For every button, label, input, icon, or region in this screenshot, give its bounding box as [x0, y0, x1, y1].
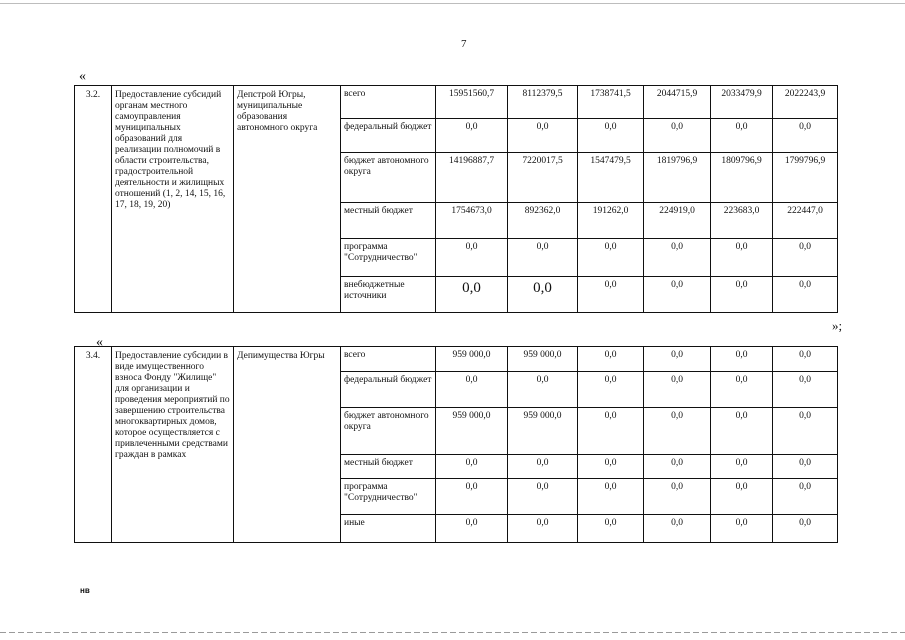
row-number: 3.2.	[75, 86, 112, 313]
value-cell: 0,0	[508, 479, 578, 515]
value-cell: 0,0	[773, 479, 838, 515]
footer-mark: нв	[80, 586, 90, 595]
value-cell: 959 000,0	[436, 347, 508, 372]
value-cell: 1738741,5	[578, 86, 644, 119]
value-cell: 0,0	[644, 455, 711, 479]
value-cell: 0,0	[436, 479, 508, 515]
value-cell: 0,0	[644, 515, 711, 543]
close-quote: »;	[832, 318, 843, 333]
value-cell: 0,0	[578, 119, 644, 153]
value-cell: 892362,0	[508, 203, 578, 239]
value-cell: 0,0	[578, 408, 644, 455]
value-cell: 0,0	[711, 455, 773, 479]
budget-table-3-4	[74, 346, 838, 543]
executor: Депстрой Югры, муниципальные образования автономного округа	[234, 86, 341, 313]
value-cell: 0,0	[436, 372, 508, 408]
value-cell: 0,0	[773, 277, 838, 313]
value-cell: 0,0	[578, 372, 644, 408]
value-cell: 223683,0	[711, 203, 773, 239]
value-cell: 224919,0	[644, 203, 711, 239]
value-cell: 0,0	[644, 479, 711, 515]
value-cell: 1809796,9	[711, 153, 773, 203]
value-cell: 959 000,0	[508, 347, 578, 372]
value-cell: 2033479,9	[711, 86, 773, 119]
value-cell: 8112379,5	[508, 86, 578, 119]
value-cell: 0,0	[711, 119, 773, 153]
value-cell: 0,0	[773, 372, 838, 408]
value-cell: 1799796,9	[773, 153, 838, 203]
source-label: федеральный бюджет	[341, 119, 436, 153]
value-cell: 0,0	[508, 455, 578, 479]
value-cell: 0,0	[644, 277, 711, 313]
value-cell: 0,0	[508, 515, 578, 543]
scan-edge-bottom	[0, 632, 905, 633]
value-cell: 0,0	[578, 277, 644, 313]
source-label: местный бюджет	[341, 455, 436, 479]
value-cell: 0,0	[508, 119, 578, 153]
value-cell: 0,0	[711, 515, 773, 543]
value-cell: 0,0	[711, 408, 773, 455]
source-label: программа "Сотрудничество"	[341, 479, 436, 515]
source-label: иные	[341, 515, 436, 543]
source-label: программа "Сотрудничество"	[341, 239, 436, 277]
value-cell: 0,0	[508, 277, 578, 313]
value-cell: 0,0	[436, 277, 508, 313]
value-cell: 191262,0	[578, 203, 644, 239]
value-cell: 0,0	[578, 479, 644, 515]
value-cell: 0,0	[436, 119, 508, 153]
open-quote: «	[79, 69, 86, 84]
source-label: внебюджетные источники	[341, 277, 436, 313]
value-cell: 0,0	[578, 515, 644, 543]
value-cell: 222447,0	[773, 203, 838, 239]
value-cell: 959 000,0	[508, 408, 578, 455]
value-cell: 0,0	[436, 239, 508, 277]
value-cell: 0,0	[436, 455, 508, 479]
value-cell: 0,0	[773, 119, 838, 153]
value-cell: 0,0	[773, 455, 838, 479]
value-cell: 0,0	[578, 239, 644, 277]
value-cell: 7220017,5	[508, 153, 578, 203]
budget-table-3-2	[74, 85, 838, 313]
value-cell: 0,0	[644, 408, 711, 455]
open-quote: «	[96, 335, 103, 350]
value-cell: 1547479,5	[578, 153, 644, 203]
value-cell: 0,0	[436, 515, 508, 543]
source-label: всего	[341, 86, 436, 119]
value-cell: 0,0	[508, 372, 578, 408]
value-cell: 0,0	[773, 515, 838, 543]
scan-edge-top	[0, 3, 905, 4]
value-cell: 0,0	[508, 239, 578, 277]
value-cell: 0,0	[773, 347, 838, 372]
measure-name: Предоставление субсидий органам местного самоуправления муниципальных образований для реализации полномочий в области строительства, градостроительной деятельности и жилищных отношений (1, 2, 14, 15, 16, 17, 18, 19, 20)	[112, 86, 234, 313]
value-cell: 0,0	[578, 455, 644, 479]
value-cell: 0,0	[644, 372, 711, 408]
value-cell: 0,0	[711, 239, 773, 277]
value-cell: 0,0	[644, 239, 711, 277]
value-cell: 0,0	[644, 119, 711, 153]
source-label: местный бюджет	[341, 203, 436, 239]
value-cell: 0,0	[644, 347, 711, 372]
value-cell: 0,0	[711, 372, 773, 408]
executor: Депимущества Югры	[234, 347, 341, 543]
value-cell: 0,0	[711, 479, 773, 515]
value-cell: 0,0	[711, 277, 773, 313]
row-number: 3.4.	[75, 347, 112, 543]
value-cell: 1754673,0	[436, 203, 508, 239]
value-cell: 1819796,9	[644, 153, 711, 203]
page-number: 7	[461, 38, 467, 50]
value-cell: 2022243,9	[773, 86, 838, 119]
value-cell: 14196887,7	[436, 153, 508, 203]
measure-name: Предоставление субсидии в виде имущественного взноса Фонду "Жилище" для организации и проведения мероприятий по завершению строительства многоквартирных домов, которое осуществляется с привлеченными средствами граждан в рамках	[112, 347, 234, 543]
value-cell: 0,0	[711, 347, 773, 372]
value-cell: 0,0	[578, 347, 644, 372]
value-cell: 0,0	[773, 408, 838, 455]
value-cell: 2044715,9	[644, 86, 711, 119]
source-label: всего	[341, 347, 436, 372]
value-cell: 0,0	[773, 239, 838, 277]
value-cell: 959 000,0	[436, 408, 508, 455]
source-label: бюджет автономного округа	[341, 153, 436, 203]
source-label: федеральный бюджет	[341, 372, 436, 408]
source-label: бюджет автономного округа	[341, 408, 436, 455]
value-cell: 15951560,7	[436, 86, 508, 119]
